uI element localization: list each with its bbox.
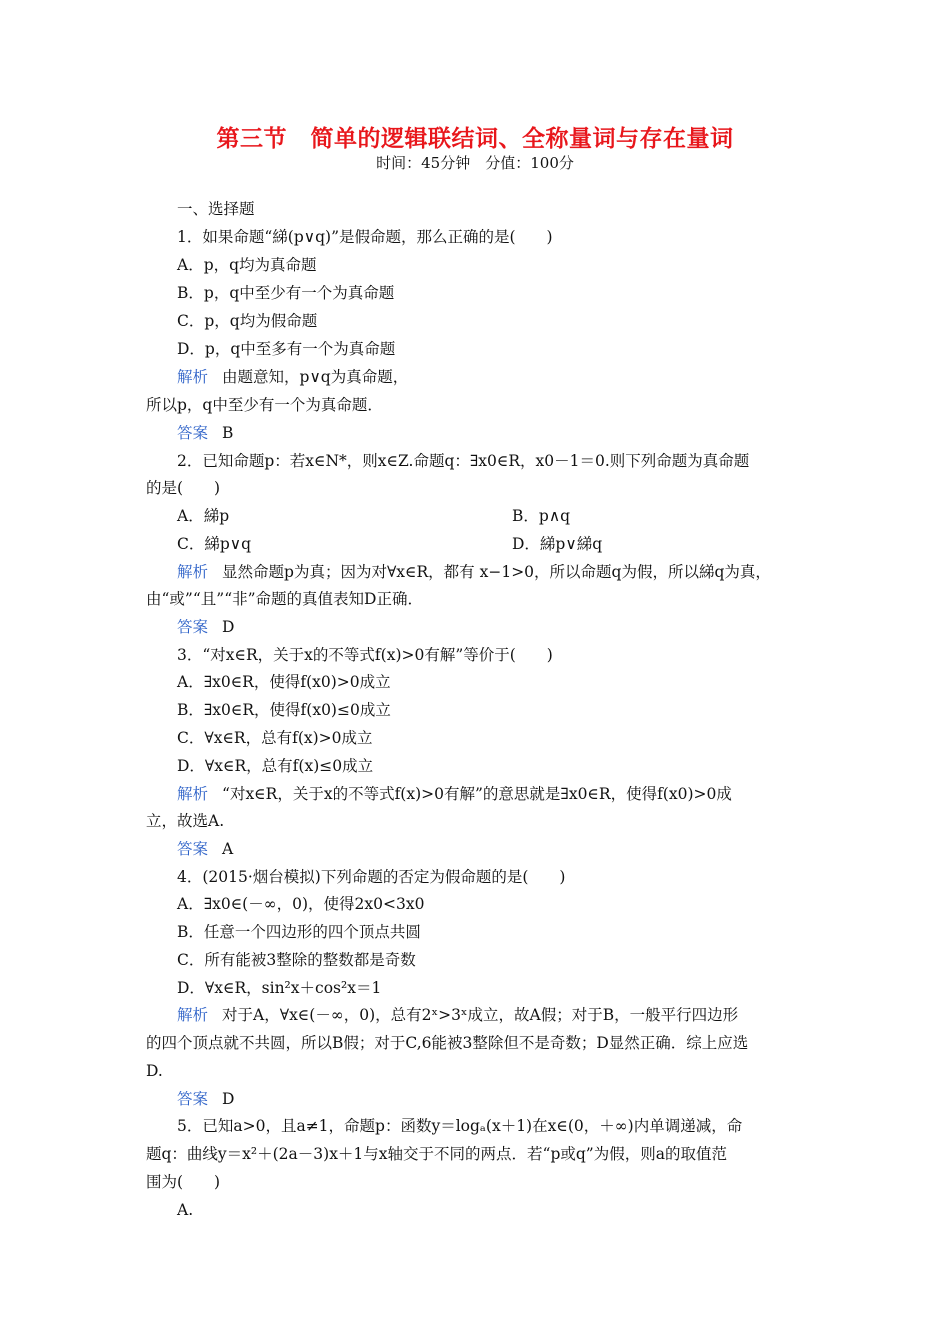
q4-option-c: C．所有能被3整除的整数都是奇数	[177, 951, 416, 969]
analysis-label: 解析	[177, 1006, 209, 1024]
q4-analysis	[177, 1005, 738, 1025]
q5-stem-cont2: 围为( )	[146, 1173, 221, 1191]
q5-option-a: A.	[177, 1201, 194, 1219]
q3-option-d: D．∀x∈R，总有f(x)≤0成立	[177, 757, 374, 775]
q1-answer	[177, 423, 233, 443]
q4-analysis-cont2: D.	[146, 1062, 163, 1080]
page-title: 第三节 简单的逻辑联结词、全称量词与存在量词	[216, 126, 734, 152]
q2-option-c: C．綈p∨q	[177, 535, 252, 553]
q1-analysis-cont: 所以p，q中至少有一个为真命题．	[146, 396, 383, 414]
answer-label: 答案	[177, 618, 209, 636]
answer-label: 答案	[177, 840, 209, 858]
q4-stem: 4．(2015·烟台模拟)下列命题的否定为假命题的是( )	[177, 868, 566, 886]
q2-analysis	[177, 562, 771, 582]
q3-analysis	[177, 784, 732, 804]
q2-answer-value: D	[222, 618, 235, 636]
q3-stem: 3．“对x∈R，关于x的不等式f(x)>0有解”等价于( )	[177, 646, 553, 664]
q1-analysis-text: 由题意知，p∨q为真命题，	[222, 368, 409, 386]
q5-stem-cont: 题q：曲线y＝x²＋(2a－3)x＋1与x轴交于不同的两点．若“p或q”为假，则a的取值范	[146, 1145, 727, 1163]
q2-option-a: A．綈p	[177, 507, 230, 525]
q1-option-d: D．p，q中至多有一个为真命题	[177, 340, 396, 358]
q1-option-c: C．p，q均为假命题	[177, 312, 318, 330]
q3-analysis-text: “对x∈R，关于x的不等式f(x)>0有解”的意思就是∃x0∈R，使得f(x0)>0成	[222, 785, 732, 803]
q4-answer	[177, 1089, 234, 1109]
section-heading: 一、选择题	[177, 200, 255, 218]
q3-option-a: A．∃x0∈R，使得f(x0)>0成立	[177, 673, 391, 691]
q4-option-b: B．任意一个四边形的四个顶点共圆	[177, 923, 421, 941]
q2-stem: 2．已知命题p：若x∈N*，则x∈Z.命题q：∃x0∈R，x0－1＝0.则下列命题为真命题	[177, 452, 750, 470]
q2-option-d: D．綈p∨綈q	[512, 535, 603, 553]
q1-option-b: B．p，q中至少有一个为真命题	[177, 284, 395, 302]
analysis-label: 解析	[177, 785, 209, 803]
q2-analysis-text: 显然命题p为真；因为对∀x∈R，都有 x−1>0，所以命题q为假，所以綈q为真，	[222, 563, 771, 581]
q3-answer	[177, 839, 233, 859]
q3-option-b: B．∃x0∈R，使得f(x0)≤0成立	[177, 701, 391, 719]
q1-answer-value: B	[222, 424, 234, 442]
analysis-label: 解析	[177, 368, 209, 386]
q2-option-b: B．p∧q	[512, 507, 571, 525]
q2-stem-cont: 的是( )	[146, 479, 221, 497]
q3-option-c: C．∀x∈R，总有f(x)>0成立	[177, 729, 373, 747]
analysis-label: 解析	[177, 563, 209, 581]
q3-analysis-cont: 立，故选A.	[146, 812, 225, 830]
q1-analysis	[177, 367, 408, 387]
q4-analysis-text: 对于A，∀x∈(－∞，0)，总有2ˣ>3ˣ成立，故A假；对于B，一般平行四边形	[222, 1006, 739, 1024]
page-subtitle: 时间：45分钟 分值：100分	[376, 154, 574, 172]
q1-stem: 1．如果命题“綈(p∨q)”是假命题，那么正确的是( )	[177, 228, 553, 246]
answer-label: 答案	[177, 424, 209, 442]
q3-answer-value: A	[222, 840, 234, 858]
q4-option-d: D．∀x∈R，sin²x＋cos²x＝1	[177, 979, 382, 997]
q2-answer	[177, 617, 234, 637]
q4-analysis-cont: 的四个顶点就不共圆，所以B假；对于C,6能被3整除但不是奇数；D显然正确．综上应选	[146, 1034, 749, 1052]
q1-option-a: A．p，q均为真命题	[177, 256, 317, 274]
q5-stem: 5．已知a>0，且a≠1，命题p：函数y＝logₐ(x＋1)在x∈(0，＋∞)内单调递减，命	[177, 1117, 743, 1135]
answer-label: 答案	[177, 1090, 209, 1108]
q4-answer-value: D	[222, 1090, 235, 1108]
q4-option-a: A．∃x0∈(－∞，0)，使得2x0<3x0	[177, 895, 425, 913]
q2-analysis-cont: 由“或”“且”“非”命题的真值表知D正确．	[146, 590, 423, 608]
